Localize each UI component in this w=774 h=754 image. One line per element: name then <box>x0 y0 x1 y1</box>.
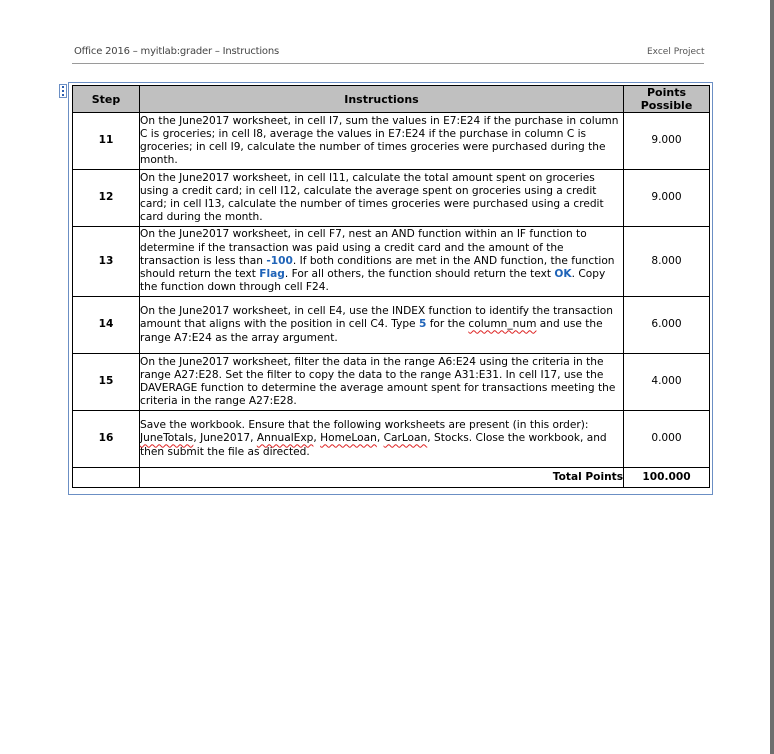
document-header-project: Excel Project <box>647 47 705 57</box>
highlight-value: OK <box>554 268 572 281</box>
table-row <box>73 227 710 297</box>
points-value: 0.000 <box>624 411 710 468</box>
column-header-points: Points Possible <box>624 86 710 113</box>
header-divider <box>72 63 704 64</box>
points-value: 8.000 <box>624 227 710 297</box>
highlight-value: Flag <box>259 268 285 281</box>
document-header-title: Office 2016 – myitlab:grader – Instructions <box>74 46 279 57</box>
step-number: 12 <box>73 170 140 227</box>
total-points-value: 100.000 <box>624 468 710 488</box>
table-row <box>73 411 710 468</box>
step-number: 14 <box>73 297 140 354</box>
points-value: 4.000 <box>624 354 710 411</box>
spellcheck-word: column_num <box>468 318 537 331</box>
table-row <box>73 113 710 170</box>
points-value: 9.000 <box>624 113 710 170</box>
step-number: 16 <box>73 411 140 468</box>
highlight-value: 5 <box>418 318 427 331</box>
instruction-text: On the June2017 worksheet, in cell E4, use the INDEX function to identify the transaction amount that aligns with the position in cell C4. Type 5 for the column_num and use the range A7:E24 as the array argument. <box>140 297 624 354</box>
highlight-value: -100 <box>266 254 293 267</box>
instruction-text: Save the workbook. Ensure that the following worksheets are present (in this order): JuneTotals, June2017, AnnualExp, HomeLoan, CarLoan, Stocks. Close the workbook, and then submit the file as directed. <box>140 411 624 468</box>
spellcheck-word: JuneTotals <box>140 432 194 445</box>
instruction-text: On the June2017 worksheet, in cell F7, nest an AND function within an IF function to determine if the transaction was paid using a credit card and the amount of the transaction is less than -100. If both conditions are met in the AND function, the function should return the text Flag. For all others, the function should return the text OK. Copy the function down through cell F24. <box>140 227 624 297</box>
points-value: 9.000 <box>624 170 710 227</box>
spellcheck-word: HomeLoan <box>320 432 377 445</box>
step-number: 11 <box>73 113 140 170</box>
instruction-text: On the June2017 worksheet, in cell I11, calculate the total amount spent on groceries using a credit card; in cell I12, calculate the average spent on groceries using a credit card; in cell I13, calculate the number of times groceries were purchased using a credit card during the month. <box>140 170 624 227</box>
table-row <box>73 170 710 227</box>
total-points-label: Total Points <box>140 468 624 488</box>
total-row <box>73 468 710 488</box>
table-header-row <box>73 86 710 113</box>
table-row <box>73 297 710 354</box>
spellcheck-word: CarLoan <box>383 432 428 445</box>
instruction-text: On the June2017 worksheet, in cell I7, sum the values in E7:E24 if the purchase in column C is groceries; in cell I8, average the values in E7:E24 if the purchase in column C is groceries; in cell I9, calculate the number of times groceries were purchased during the month. <box>140 113 624 170</box>
points-value: 6.000 <box>624 297 710 354</box>
table-row <box>73 354 710 411</box>
instruction-text: On the June2017 worksheet, filter the data in the range A6:E24 using the criteria in the range A27:E28. Set the filter to copy the data to the range A31:E31. In cell I17, use the DAVERAGE function to determine the average amount spent for transactions meeting the criteria in the range A27:E28. <box>140 354 624 411</box>
instructions-table <box>72 85 710 488</box>
step-number: 13 <box>73 227 140 297</box>
window-edge <box>770 0 774 754</box>
table-move-handle-icon[interactable] <box>59 84 67 98</box>
spellcheck-word: AnnualExp <box>256 432 314 445</box>
empty-cell <box>73 468 140 488</box>
column-header-instructions: Instructions <box>140 86 624 113</box>
step-number: 15 <box>73 354 140 411</box>
column-header-step: Step <box>73 86 140 113</box>
